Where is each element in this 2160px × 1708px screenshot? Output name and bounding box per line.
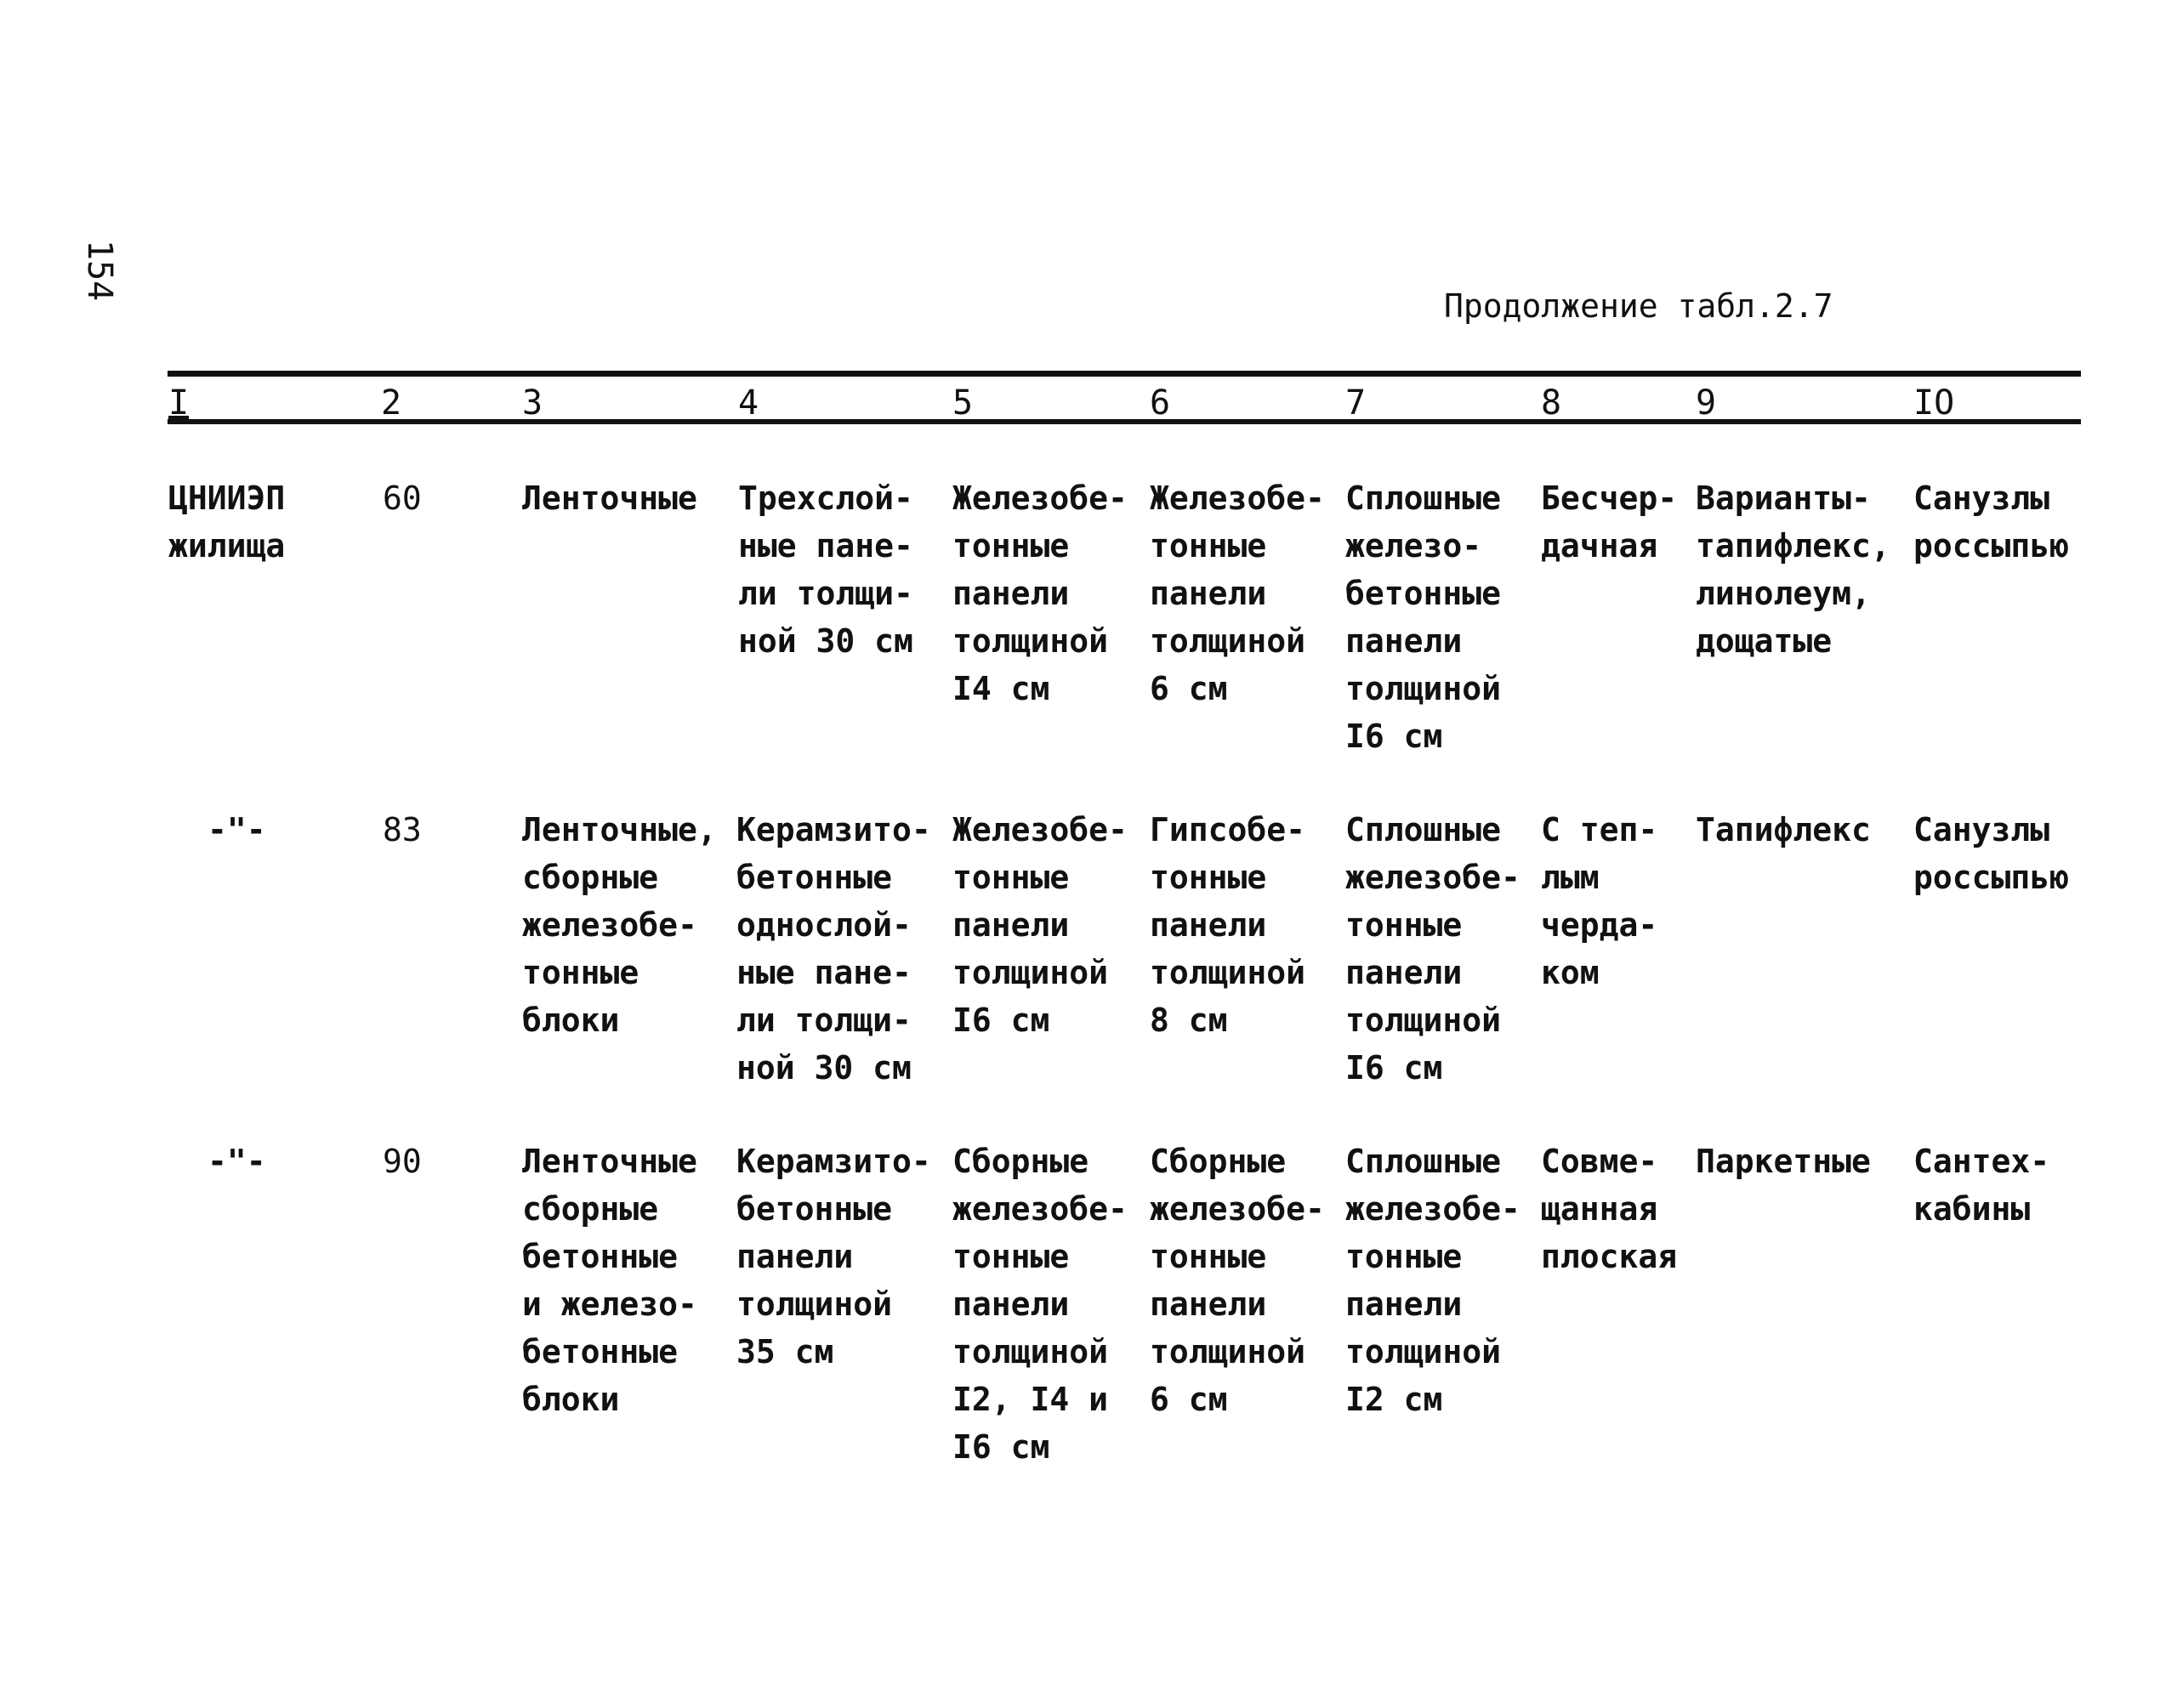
column-header-9: 9 [1696, 383, 1717, 423]
table-cell: Сплошные железобе- тонные панели толщиной I2 см [1345, 1143, 1521, 1418]
table-cell: Тапифлекс [1696, 811, 1871, 848]
table-cell: Сплошные железо- бетонные панели толщиной I6 см [1345, 479, 1502, 755]
table-cell: С теп- лым черда- ком [1541, 811, 1658, 991]
column-header-5: 5 [952, 383, 974, 423]
column-header-10: IO [1913, 383, 1955, 423]
page-number: 154 [80, 240, 119, 302]
table-cell: Сантех- кабины [1913, 1143, 2050, 1228]
column-header-7: 7 [1345, 383, 1367, 423]
column-header-2: 2 [381, 383, 402, 423]
table-cell: Трехслой- ные пане- ли толщи- ной 30 см [738, 479, 913, 660]
column-header-1: I [168, 383, 190, 423]
table-cell: Керамзито- бетонные однослой- ные пане- ли толщи- ной 30 см [736, 811, 931, 1087]
table-cell: Совме- щанная плоская [1541, 1143, 1678, 1275]
table-cell: Санузлы россыпью [1913, 811, 2070, 896]
table-cell: 60 [383, 479, 422, 517]
table-cell: Бесчер- дачная [1541, 479, 1678, 565]
table-header-rule [168, 419, 2081, 424]
column-header-4: 4 [738, 383, 759, 423]
table-cell: Керамзито- бетонные панели толщиной 35 см [736, 1143, 931, 1370]
column-header-6: 6 [1150, 383, 1171, 423]
table-caption: Продолжение табл.2.7 [1444, 287, 1833, 325]
column-header-3: 3 [522, 383, 543, 423]
table-cell: Санузлы россыпью [1913, 479, 2070, 565]
table-cell: Гипсобе- тонные панели толщиной 8 см [1150, 811, 1306, 1039]
table-cell: -"- [207, 1143, 266, 1180]
table-cell: ЦНИИЭП жилища [168, 479, 286, 565]
table-cell: Ленточные сборные бетонные и железо- бетонные блоки [522, 1143, 697, 1418]
table-cell: 83 [383, 811, 422, 848]
table-cell: Паркетные [1696, 1143, 1871, 1180]
table-cell: Ленточные [522, 479, 697, 517]
column-header-8: 8 [1541, 383, 1562, 423]
table-cell: 90 [383, 1143, 422, 1180]
table-top-rule [168, 371, 2081, 377]
table-cell: Ленточные, сборные железобе- тонные блоки [522, 811, 717, 1039]
table-cell: Сборные железобе- тонные панели толщиной I2, I4 и I6 см [952, 1143, 1128, 1466]
table-cell: Железобе- тонные панели толщиной 6 см [1150, 479, 1325, 707]
table-cell: Железобе- тонные панели толщиной I6 см [952, 811, 1128, 1039]
table-cell: Сборные железобе- тонные панели толщиной 6 см [1150, 1143, 1325, 1418]
table-cell: Варианты- тапифлекс, линолеум, дощатые [1696, 479, 1890, 660]
table-cell: Железобе- тонные панели толщиной I4 см [952, 479, 1128, 707]
table-cell: -"- [207, 811, 266, 848]
table-cell: Сплошные железобе- тонные панели толщиной I6 см [1345, 811, 1521, 1087]
